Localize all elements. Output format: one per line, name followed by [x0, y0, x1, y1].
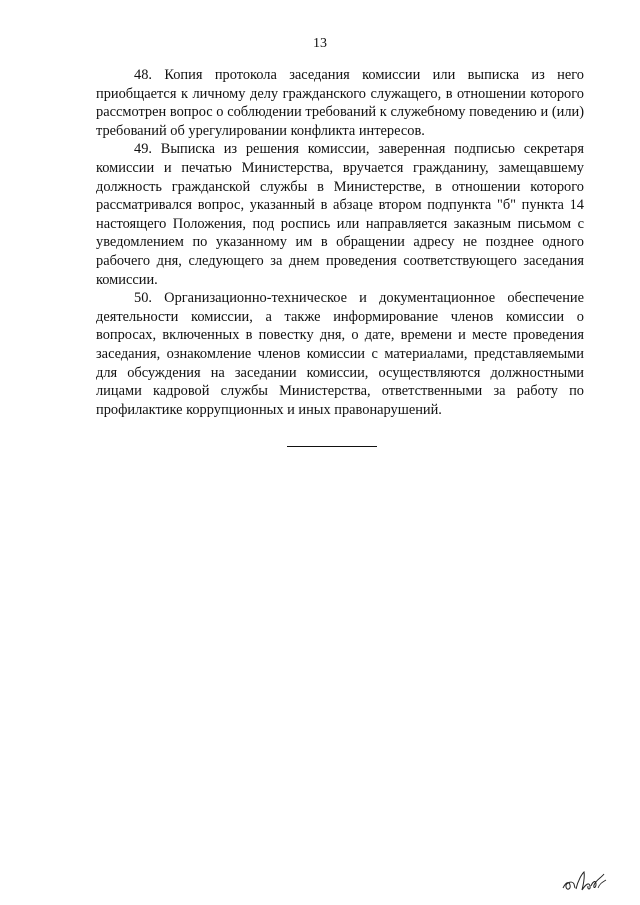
document-body	[96, 66, 584, 419]
paragraph-49: 49. Выписка из решения комиссии, заверенная подписью секретаря комиссии и печатью Министерства, вручается гражданину, замещавшему должность гражданской службы в Министерстве, в отношении которого рассматривался вопрос, указанный в абзаце втором подпункта "б" пункта 14 настоящего Положения, под роспись или направляется заказным письмом с уведомлением по указанному им в обращении адресу не позднее одного рабочего дня, следующего за днем проведения соответствующего заседания комиссии.	[96, 141, 584, 288]
end-of-text-divider	[287, 446, 377, 447]
page-number: 13	[313, 36, 327, 51]
signature-initials-icon	[560, 868, 610, 894]
paragraph-50: 50. Организационно-техническое и документационное обеспечение деятельности комиссии, а также информирование членов комиссии о вопросах, включенных в повестку дня, о дате, времени и месте проведения заседания, ознакомление членов комиссии с материалами, представляемыми для обсуждения на заседании комиссии, осуществляются должностными лицами кадровой службы Министерства, ответственными за работу по профилактике коррупционных и иных правонарушений.	[96, 290, 584, 418]
paragraph-48: 48. Копия протокола заседания комиссии или выписка из него приобщается к личному делу гражданского служащего, в отношении которого рассмотрен вопрос о соблюдении требований к служебному поведению и (или) требований об урегулировании конфликта интересов.	[96, 67, 584, 139]
